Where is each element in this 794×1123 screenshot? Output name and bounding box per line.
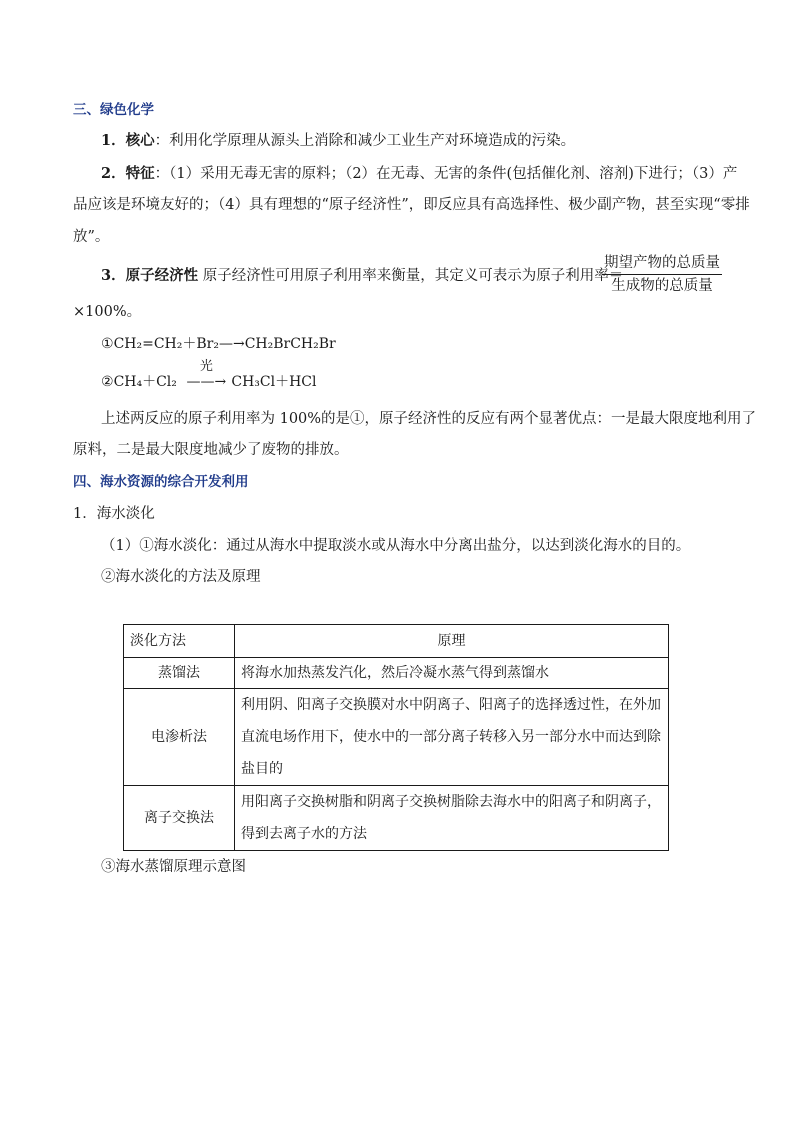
table-cell-principle bbox=[235, 689, 669, 786]
table-cell-principle bbox=[235, 658, 669, 689]
atom-economy-paragraph bbox=[101, 266, 623, 286]
conclusion-line-2: 原料，二是最大限度地减少了废物的排放。 bbox=[73, 442, 349, 458]
principle-line: 将海水加热蒸发汽化，然后冷凝水蒸气得到蒸馏水 bbox=[241, 665, 549, 681]
eq2-condition-light: 光 bbox=[199, 359, 213, 374]
table-row bbox=[124, 658, 669, 689]
desalination-methods-caption: ②海水淡化的方法及原理 bbox=[101, 569, 261, 585]
table-cell-method: 离子交换法 bbox=[124, 786, 235, 851]
feature-line-1 bbox=[101, 164, 737, 184]
atom-text: 原子经济性可用原子利用率来衡量，其定义可表示为原子利用率＝ bbox=[198, 268, 624, 284]
table-cell-method: 蒸馏法 bbox=[124, 658, 235, 689]
eq2-products: CH₃Cl＋HCl bbox=[231, 374, 317, 390]
atom-utilization-fraction bbox=[602, 254, 722, 295]
eq2-marker: ② bbox=[101, 374, 114, 390]
fraction-numerator: 期望产物的总质量 bbox=[602, 254, 722, 275]
feature-line-2: 品应该是环境友好的；（4）具有理想的“原子经济性”，即反应具有高选择性、极少副产物，甚至实现“零排 bbox=[73, 197, 750, 213]
equation-1 bbox=[101, 334, 336, 354]
feature-text-1: ：（1）采用无毒无害的原料；（2）在无毒、无害的条件(包括催化剂、溶剂)下进行；（3）产 bbox=[154, 166, 738, 182]
principle-line: 用阳离子交换树脂和阴离子交换树脂除去海水中的阳离子和阴离子， bbox=[241, 794, 661, 810]
table-cell-principle bbox=[235, 786, 669, 851]
desalination-definition: （1）①海水淡化：通过从海水中提取淡水或从海水中分离出盐分，以达到淡化海水的目的。 bbox=[101, 538, 691, 554]
atom-label: 3．原子经济性 bbox=[101, 267, 199, 284]
core-text: ：利用化学原理从源头上消除和减少工业生产对环境造成的污染。 bbox=[154, 133, 576, 149]
fraction-denominator: 生成物的总质量 bbox=[611, 278, 713, 294]
equation-2 bbox=[101, 359, 317, 392]
feature-line-3: 放”。 bbox=[73, 229, 110, 245]
core-label: 1．核心 bbox=[101, 132, 155, 149]
table-row bbox=[124, 689, 669, 786]
distillation-diagram-caption: ③海水蒸馏原理示意图 bbox=[101, 859, 246, 875]
principle-line: 得到去离子水的方法 bbox=[241, 826, 367, 842]
table-header-method: 淡化方法 bbox=[124, 625, 235, 658]
times-100-percent: ×100%。 bbox=[73, 304, 142, 320]
section-4-title: 四、海水资源的综合开发利用 bbox=[73, 474, 249, 490]
desalination-methods-table bbox=[123, 624, 669, 851]
table-header-principle: 原理 bbox=[235, 625, 669, 658]
subsection-desalination: 1．海水淡化 bbox=[73, 506, 155, 522]
eq2-arrow: ——→ bbox=[186, 374, 227, 390]
core-paragraph bbox=[101, 131, 575, 151]
table-row bbox=[124, 786, 669, 851]
section-3-title: 三、绿色化学 bbox=[73, 102, 154, 118]
eq1-marker: ① bbox=[101, 336, 114, 352]
eq1-arrow: —→ bbox=[218, 336, 245, 352]
eq1-reactants: CH₂=CH₂＋Br₂ bbox=[113, 336, 219, 352]
table-cell-method: 电渗析法 bbox=[124, 689, 235, 786]
table-header-row bbox=[124, 625, 669, 658]
conclusion-line-1: 上述两反应的原子利用率为 100%的是①，原子经济性的反应有两个显著优点：一是最大限度地利用了 bbox=[101, 411, 757, 427]
principle-line: 盐目的 bbox=[241, 761, 283, 777]
eq1-products: CH₂BrCH₂Br bbox=[244, 336, 336, 352]
principle-line: 直流电场作用下，使水中的一部分离子转移入另一部分水中而达到除 bbox=[241, 729, 661, 745]
principle-line: 利用阴、阳离子交换膜对水中阴离子、阳离子的选择透过性，在外加 bbox=[241, 697, 661, 713]
eq2-reactants: CH₄＋Cl₂ bbox=[113, 374, 177, 390]
feature-label: 2．特征 bbox=[101, 165, 155, 182]
eq2-arrow-with-condition bbox=[181, 359, 231, 392]
